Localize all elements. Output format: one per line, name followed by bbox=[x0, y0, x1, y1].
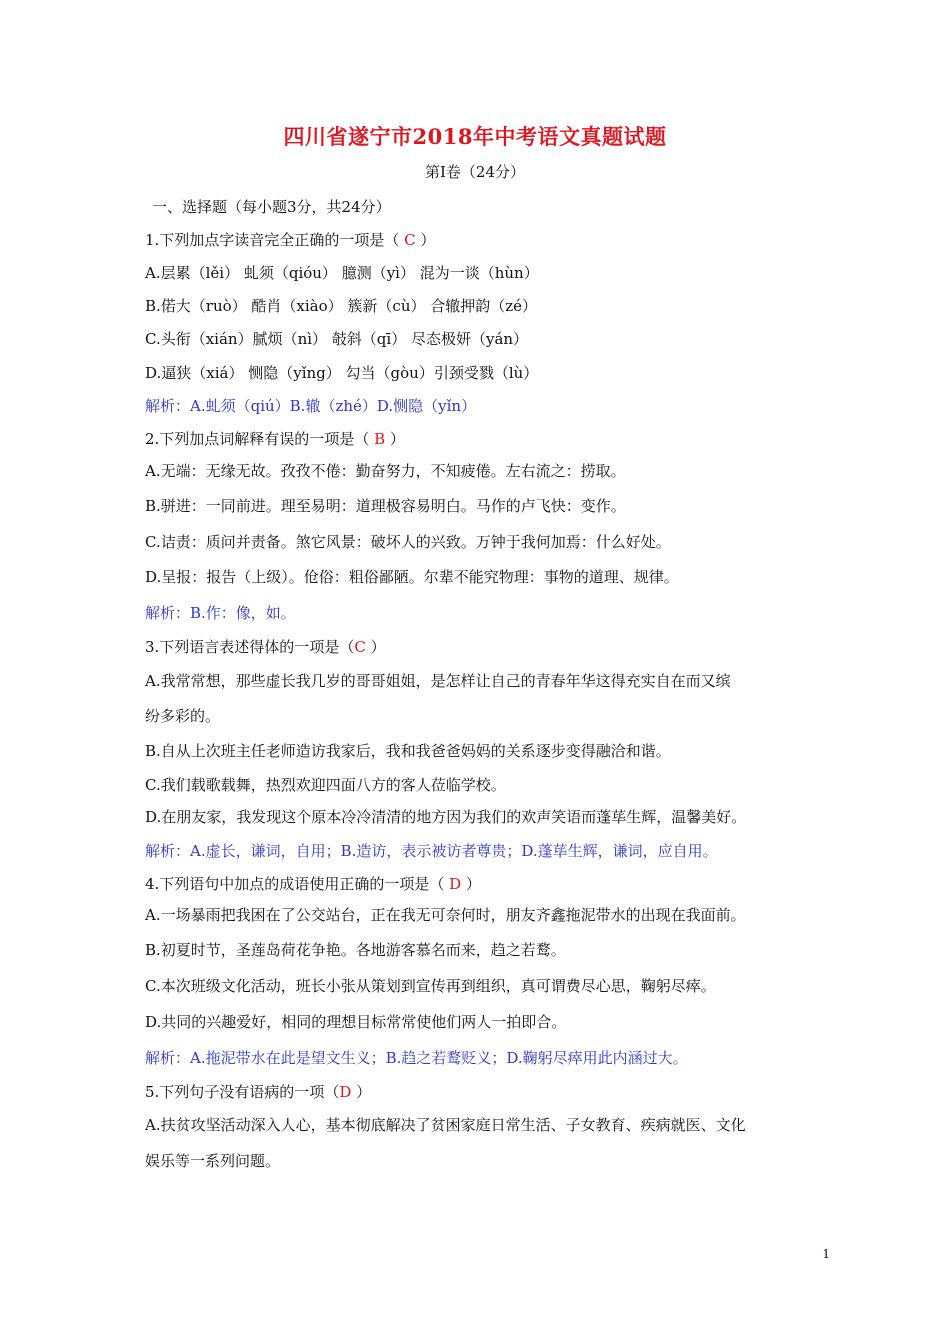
answer-mark: D bbox=[444, 875, 466, 893]
option-d: D.逼狭（xiá） 恻隐（yǐng） 勾当（gòu）引颈受戮（lù） bbox=[145, 364, 539, 382]
answer-mark: D bbox=[339, 1083, 352, 1101]
question-stem-text: 3.下列语言表述得体的一项是（ bbox=[145, 638, 355, 656]
question-stem-text: 1.下列加点字读音完全正确的一项是（ bbox=[145, 231, 400, 249]
option-d: D.共同的兴趣爱好，相同的理想目标常常使他们两人一拍即合。 bbox=[145, 1013, 567, 1031]
option-b: B.骈进：一同前进。理至易明：道理极容易明白。马作的卢飞快：变作。 bbox=[145, 497, 626, 515]
question-stem-text: 2.下列加点词解释有误的一项是（ bbox=[145, 430, 370, 448]
answer-mark: C bbox=[399, 231, 421, 249]
option-a: A.一场暴雨把我困在了公交站台，正在我无可奈何时，朋友齐鑫拖泥带水的出现在我面前。 bbox=[145, 906, 746, 924]
question-2-stem bbox=[145, 428, 825, 450]
question-4-stem bbox=[145, 873, 825, 895]
page-subtitle: 第Ⅰ卷（24分） bbox=[424, 163, 525, 181]
question-1-stem bbox=[145, 229, 825, 251]
option-a: A.我常常想，那些虚长我几岁的哥哥姐姐，是怎样让自己的青春年华这得充实自在而又缤 bbox=[145, 672, 731, 690]
option-c: C.诘责：质问并责备。煞它风景：破坏人的兴致。万钟于我何加焉：什么好处。 bbox=[145, 533, 671, 551]
question-stem-text: 5.下列句子没有语病的一项（ bbox=[145, 1083, 340, 1101]
analysis: 解析：A.虚长，谦词，自用；B.造访，表示被访者尊贵；D.蓬荜生辉，谦词，应自用。 bbox=[145, 842, 718, 860]
option-d: D.在朋友家，我发现这个原本冷冷清清的地方因为我们的欢声笑语而蓬荜生辉，温馨美好。 bbox=[145, 808, 747, 826]
option-c: C.我们载歌载舞，热烈欢迎四面八方的客人莅临学校。 bbox=[145, 776, 506, 794]
question-stem-close: ） bbox=[389, 430, 405, 448]
option-a-continued: 娱乐等一系列问题。 bbox=[145, 1152, 281, 1170]
option-a-continued: 纷多彩的。 bbox=[145, 707, 221, 725]
analysis: 解析：A.拖泥带水在此是望文生义；B.趋之若鹜贬义；D.鞠躬尽瘁用此内涵过大。 bbox=[145, 1049, 688, 1067]
answer-mark: C bbox=[354, 638, 366, 656]
question-stem-close: ） bbox=[351, 1083, 372, 1101]
option-c: C.本次班级文化活动，班长小张从策划到宣传再到组织，真可谓费尽心思，鞠躬尽瘁。 bbox=[145, 977, 716, 995]
page-title: 四川省遂宁市2018年中考语文真题试题 bbox=[283, 124, 667, 149]
analysis: 解析：B.作：像，如。 bbox=[145, 604, 296, 622]
option-a: A.层累（lěi） 虬须（qióu） 臆测（yì） 混为一谈（hùn） bbox=[145, 264, 539, 282]
answer-mark: B bbox=[369, 430, 390, 448]
option-b: B.初夏时节，圣莲岛荷花争艳。各地游客慕名而来，趋之若鹜。 bbox=[145, 941, 566, 959]
option-c: C.头衔（xián）腻烦（nì） 攲斜（qī） 尽态极妍（yán） bbox=[145, 330, 529, 348]
page-number: 1 bbox=[822, 1247, 830, 1261]
question-stem-close: ） bbox=[365, 638, 386, 656]
option-d: D.呈报：报告（上级）。伧俗：粗俗鄙陋。尔辈不能究物理：事物的道理、规律。 bbox=[145, 568, 679, 586]
question-stem-close: ） bbox=[420, 231, 436, 249]
option-b: B.自从上次班主任老师造访我家后，我和我爸爸妈妈的关系逐步变得融洽和谐。 bbox=[145, 742, 671, 760]
question-stem-close: ） bbox=[465, 875, 481, 893]
question-3-stem bbox=[145, 636, 825, 658]
option-a: A.无端：无缘无故。孜孜不倦：勤奋努力，不知疲倦。左右流之：捞取。 bbox=[145, 462, 626, 480]
option-b: B.偌大（ruò） 酷肖（xiào） 簇新（cù） 合辙押韵（zé） bbox=[145, 297, 538, 315]
question-5-stem bbox=[145, 1081, 825, 1103]
section-heading: 一、选择题（每小题3分，共24分） bbox=[152, 198, 391, 216]
analysis: 解析：A.虬须（qiú）B.辙（zhé）D.恻隐（yǐn） bbox=[145, 397, 477, 415]
option-a: A.扶贫攻坚活动深入人心，基本彻底解决了贫困家庭日常生活、子女教育、疾病就医、文化 bbox=[145, 1116, 746, 1134]
question-stem-text: 4.下列语句中加点的成语使用正确的一项是（ bbox=[145, 875, 445, 893]
